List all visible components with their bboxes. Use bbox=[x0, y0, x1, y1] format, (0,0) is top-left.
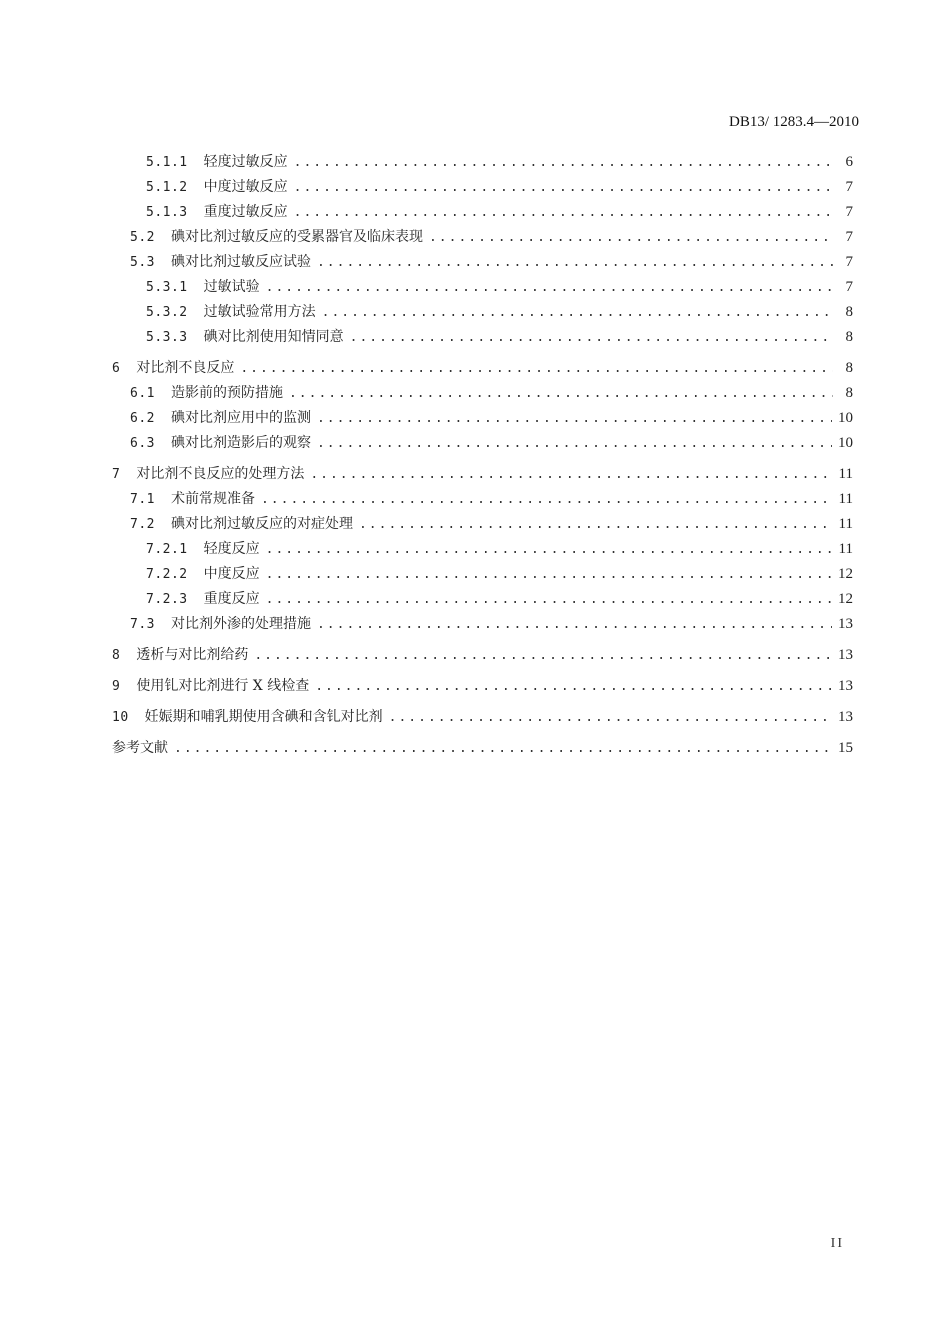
toc-entry-page: 10 bbox=[838, 410, 853, 426]
toc-entry[interactable] bbox=[112, 431, 853, 456]
page-number: II bbox=[830, 1236, 844, 1251]
toc-entry[interactable] bbox=[112, 250, 853, 275]
toc-leader-dots bbox=[429, 225, 833, 250]
toc-entry[interactable] bbox=[112, 200, 853, 225]
toc-entry-page: 7 bbox=[845, 279, 853, 295]
toc-entry-title: 重度反应 bbox=[203, 591, 260, 607]
toc-entry[interactable] bbox=[112, 356, 853, 381]
toc-entry[interactable] bbox=[112, 487, 853, 512]
toc-leader-dots bbox=[317, 250, 833, 275]
toc-entry-title: 碘对比剂过敏反应的对症处理 bbox=[170, 516, 353, 532]
toc-entry-title: 透析与对比剂给药 bbox=[136, 647, 249, 663]
toc-leader-dots bbox=[266, 587, 832, 612]
toc-leader-dots bbox=[261, 487, 833, 512]
toc-entry-page: 12 bbox=[838, 566, 853, 582]
toc-entry-title: 碘对比剂使用知情同意 bbox=[203, 329, 344, 345]
toc-entry[interactable] bbox=[112, 512, 853, 537]
toc-entry[interactable] bbox=[112, 325, 853, 350]
toc-entry[interactable] bbox=[112, 562, 853, 587]
toc-entry-page: 15 bbox=[838, 740, 853, 756]
toc-entry-number: 5.1.3 bbox=[146, 205, 188, 220]
toc-entry-page: 13 bbox=[838, 678, 853, 694]
toc-entry-number: 7.2 bbox=[130, 517, 155, 532]
toc-entry-number: 7.2.1 bbox=[146, 542, 188, 557]
toc-entry-page: 7 bbox=[845, 229, 853, 245]
toc-entry-page: 7 bbox=[845, 204, 853, 220]
toc-leader-dots bbox=[294, 150, 833, 175]
toc-entry[interactable] bbox=[112, 275, 853, 300]
toc-leader-dots bbox=[266, 562, 832, 587]
toc-entry-title: 对比剂不良反应的处理方法 bbox=[136, 466, 305, 482]
toc-entry-title: 碘对比剂过敏反应试验 bbox=[170, 254, 311, 270]
toc-entry[interactable] bbox=[112, 300, 853, 325]
toc-entry-number: 5.2 bbox=[130, 230, 155, 245]
toc-leader-dots bbox=[315, 674, 832, 699]
toc-entry-number: 7.2.3 bbox=[146, 592, 188, 607]
toc-entry-page: 13 bbox=[838, 616, 853, 632]
toc-entry-title: 重度过敏反应 bbox=[203, 204, 288, 220]
toc-leader-dots bbox=[317, 406, 832, 431]
toc-leader-dots bbox=[240, 356, 833, 381]
toc-leader-dots bbox=[266, 275, 833, 300]
toc-leader-dots bbox=[254, 643, 832, 668]
toc-entry-title: 造影前的预防措施 bbox=[170, 385, 283, 401]
toc-leader-dots bbox=[294, 175, 833, 200]
toc-entry-title: 轻度过敏反应 bbox=[203, 154, 288, 170]
toc-entry-page: 8 bbox=[845, 329, 853, 345]
toc-leader-dots bbox=[174, 736, 832, 761]
toc-entry-number: 6.3 bbox=[130, 436, 155, 451]
toc-leader-dots bbox=[350, 325, 833, 350]
toc-entry-page: 6 bbox=[845, 154, 853, 170]
toc-entry[interactable] bbox=[112, 674, 853, 699]
toc-entry-page: 11 bbox=[838, 516, 853, 532]
toc-entry[interactable] bbox=[112, 612, 853, 637]
toc-entry-page: 11 bbox=[838, 491, 853, 507]
toc-entry-number: 6.1 bbox=[130, 386, 155, 401]
toc-leader-dots bbox=[322, 300, 833, 325]
toc-entry-number: 6.2 bbox=[130, 411, 155, 426]
toc-entry-title: 对比剂外渗的处理措施 bbox=[170, 616, 311, 632]
table-of-contents bbox=[112, 150, 853, 761]
toc-entry-page: 11 bbox=[838, 466, 853, 482]
toc-entry-page: 11 bbox=[838, 541, 853, 557]
toc-entry[interactable] bbox=[112, 406, 853, 431]
toc-entry-page: 8 bbox=[845, 360, 853, 376]
toc-entry-number: 5.3.3 bbox=[146, 330, 188, 345]
toc-entry-page: 10 bbox=[838, 435, 853, 451]
toc-entry-title: 中度反应 bbox=[203, 566, 260, 582]
toc-entry-title: 碘对比剂应用中的监测 bbox=[170, 410, 311, 426]
toc-entry-page: 8 bbox=[845, 385, 853, 401]
toc-entry-title: 参考文献 bbox=[112, 740, 168, 756]
toc-entry-title: 碘对比剂造影后的观察 bbox=[170, 435, 311, 451]
toc-leader-dots bbox=[359, 512, 833, 537]
toc-entry-page: 13 bbox=[838, 709, 853, 725]
toc-entry-number: 7 bbox=[112, 467, 121, 482]
toc-entry[interactable] bbox=[112, 175, 853, 200]
toc-entry-number: 5.1.1 bbox=[146, 155, 188, 170]
toc-entry-page: 12 bbox=[838, 591, 853, 607]
toc-entry-number: 10 bbox=[112, 710, 129, 725]
toc-entry[interactable] bbox=[112, 587, 853, 612]
toc-entry[interactable] bbox=[112, 381, 853, 406]
toc-entry[interactable] bbox=[112, 537, 853, 562]
toc-entry-number: 6 bbox=[112, 361, 121, 376]
toc-entry-number: 5.3.2 bbox=[146, 305, 188, 320]
toc-entry-title: 术前常规准备 bbox=[170, 491, 255, 507]
toc-entry-title: 对比剂不良反应 bbox=[136, 360, 235, 376]
toc-entry-title: 碘对比剂过敏反应的受累器官及临床表现 bbox=[170, 229, 423, 245]
toc-entry-number: 8 bbox=[112, 648, 121, 663]
toc-entry-title: 中度过敏反应 bbox=[203, 179, 288, 195]
toc-leader-dots bbox=[310, 462, 832, 487]
toc-entry-title: 过敏试验 bbox=[203, 279, 260, 295]
toc-entry[interactable] bbox=[112, 736, 853, 761]
toc-entry-number: 7.1 bbox=[130, 492, 155, 507]
toc-entry-title: 妊娠期和哺乳期使用含碘和含钆对比剂 bbox=[144, 709, 383, 725]
toc-leader-dots bbox=[289, 381, 833, 406]
toc-entry[interactable] bbox=[112, 643, 853, 668]
toc-entry-page: 8 bbox=[845, 304, 853, 320]
toc-entry-number: 5.3 bbox=[130, 255, 155, 270]
toc-leader-dots bbox=[294, 200, 833, 225]
toc-entry-number: 9 bbox=[112, 679, 121, 694]
toc-entry[interactable] bbox=[112, 150, 853, 175]
toc-entry[interactable] bbox=[112, 462, 853, 487]
toc-entry[interactable] bbox=[112, 225, 853, 250]
toc-entry-number: 7.2.2 bbox=[146, 567, 188, 582]
toc-entry[interactable] bbox=[112, 705, 853, 730]
toc-leader-dots bbox=[317, 612, 832, 637]
toc-leader-dots bbox=[389, 705, 832, 730]
toc-entry-title: 轻度反应 bbox=[203, 541, 260, 557]
toc-entry-page: 7 bbox=[845, 254, 853, 270]
toc-leader-dots bbox=[266, 537, 833, 562]
toc-entry-page: 7 bbox=[845, 179, 853, 195]
document-code: DB13/ 1283.4—2010 bbox=[728, 114, 859, 130]
toc-entry-title: 使用钆对比剂进行 X 线检查 bbox=[136, 678, 310, 694]
toc-leader-dots bbox=[317, 431, 832, 456]
toc-entry-number: 7.3 bbox=[130, 617, 155, 632]
toc-entry-number: 5.1.2 bbox=[146, 180, 188, 195]
toc-entry-title: 过敏试验常用方法 bbox=[203, 304, 316, 320]
toc-entry-page: 13 bbox=[838, 647, 853, 663]
toc-entry-number: 5.3.1 bbox=[146, 280, 188, 295]
